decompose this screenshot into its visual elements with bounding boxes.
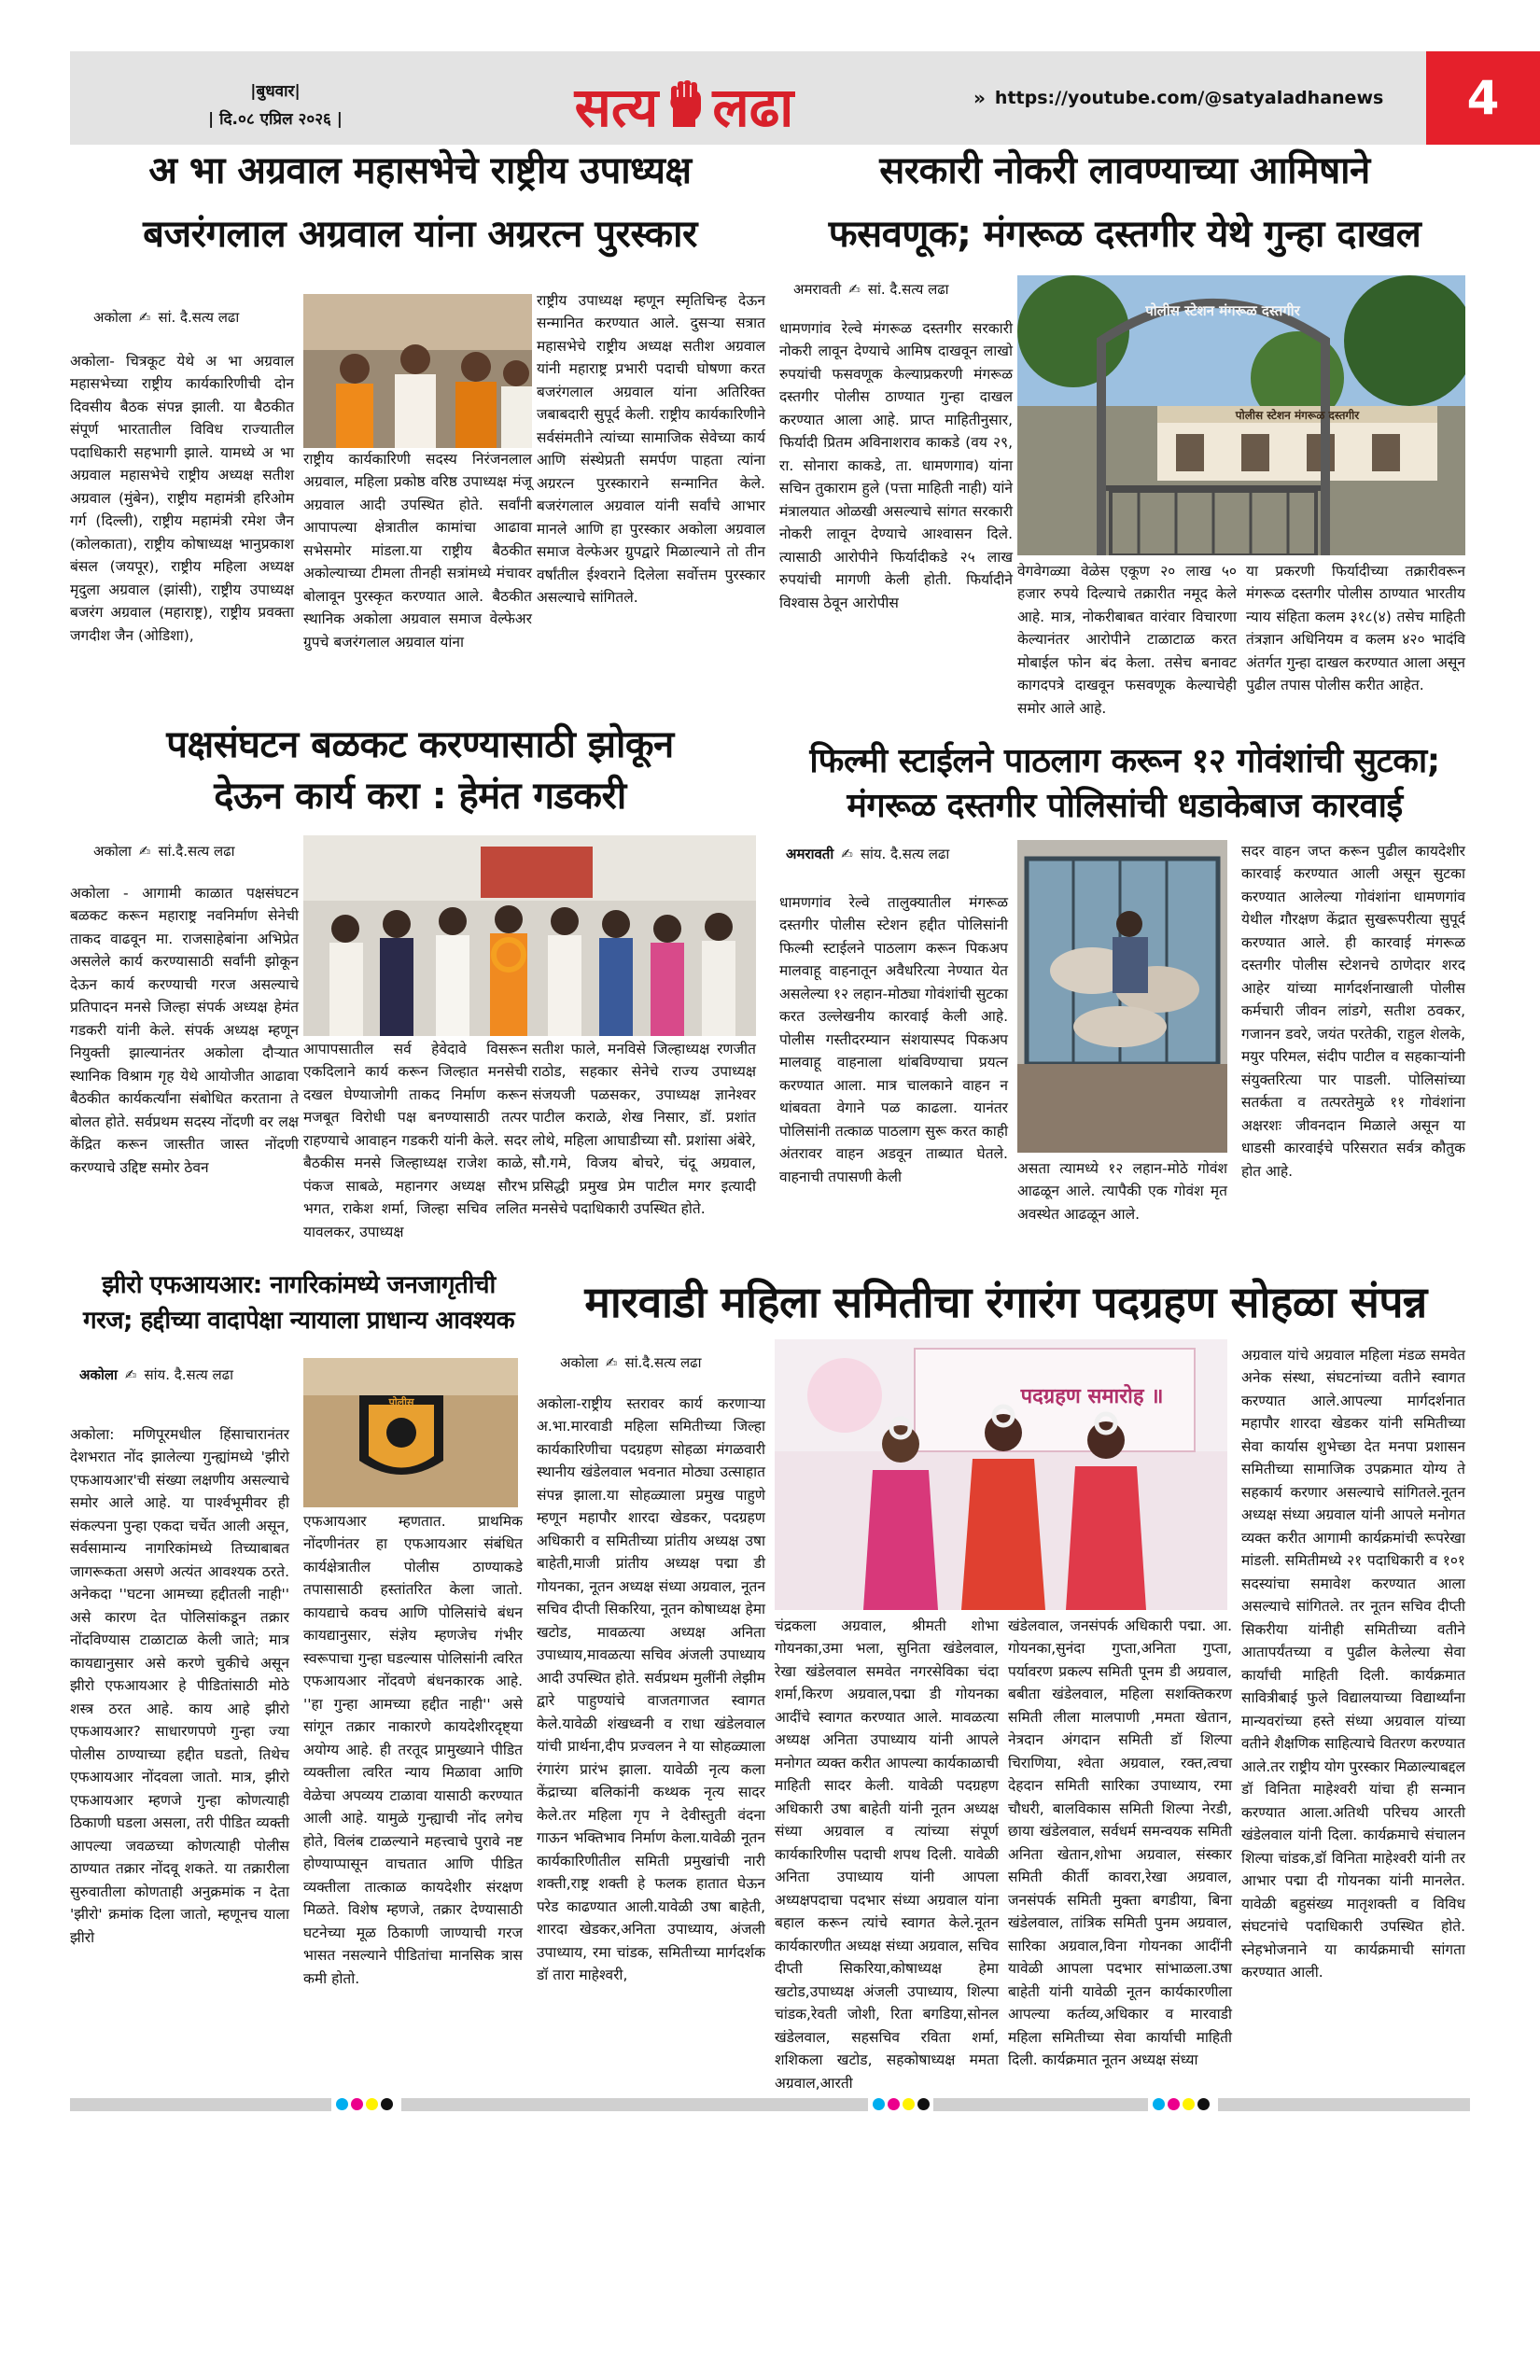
cmyk-registration-right bbox=[1153, 2098, 1210, 2110]
a4-column-3: सदर वाहन जप्त करून पुढील कायदेशीर कारवाई करण्यात आली असून सुटका करण्यात आलेल्या गोवंशांना धामणगांव येथील गौरक्षण केंद्रात सुखरूपरीत्या सुपूर्द करण्यात आले. ही कारवाई मंगरूळ दस्तगीर पोलीस स्टेशनचे ठाणेदार शरद आहेर यांच्या मार्गदर्शनाखाली पोलीस कर्मचारी जीवन लांडगे, सतीश ठवकर, गजानन डवरे, जयंत परतेकी, राहुल शेलके, मयुर परिमल, संदीप पाटील व सहकाऱ्यांनी संयुक्तरित्या पार पाडली. पोलिसांच्या सतर्कता व तत्परतेमुळे ११ गोवंशांना अक्षरशः जीवनदान मिळाले असून या धाडसी कारवाईचे परिसरात सर्वत्र कौतुक होत आहे. bbox=[1241, 843, 1465, 1180]
pen-icon: ✍ bbox=[138, 309, 151, 326]
a4-headline-line1: फिल्मी स्टाईलने पाठलाग करून १२ गोवंशांची सुटका; bbox=[809, 742, 1440, 780]
magenta-dot bbox=[1168, 2098, 1180, 2110]
date-label: | दि.०८ एप्रिल २०२६ | bbox=[207, 110, 343, 129]
a4-headline-line2: मंगरूळ दस्तगीर पोलिसांची धडाकेबाज कारवाई bbox=[847, 787, 1403, 825]
a1-byline-place: अकोला bbox=[93, 309, 132, 326]
a4-photo-cattle-rescue bbox=[1017, 840, 1227, 1153]
cyan-dot bbox=[1153, 2098, 1165, 2110]
a1-photo-meeting bbox=[303, 294, 532, 448]
a3-column-3: सतीश फाले, मनविसे जिल्हाध्यक्ष रणजीत राठोड, सहकार सेनेचे राज्य उपाध्यक्ष संजयजी पळसकर, उपाध्यक्ष ज्ञानेश्वर पाटील कराळे, शेख निसार, डॉ. प्रशांत लोथे, महिला आघाडीच्या सौ. प्रशांसा अंबेरे, सौ.गमे, विजय बोचरे, चंदू अग्रवाल, प्रसिद्धी प्रमुख प्रेम पाटील मगर इत्यादी मनसेचे पदाधिकारी उपस्थित होते. bbox=[532, 1041, 756, 1218]
a1-headline-line1: अ भा अग्रवाल महासभेचे राष्ट्रीय उपाध्यक्ष bbox=[148, 149, 692, 192]
a3-photo-illustration bbox=[303, 835, 756, 1036]
a6-photo-ceremony bbox=[775, 1339, 1227, 1610]
youtube-url: https://youtube.com/@satyaladhanews bbox=[994, 88, 1384, 108]
footer-bar-right bbox=[1218, 2098, 1470, 2111]
a1-byline bbox=[93, 308, 299, 327]
cyan-dot bbox=[873, 2098, 885, 2110]
a6-column-3: खंडेलवाल, जनसंपर्क अधिकारी पद्मा. आ. गोयनका,सुनंदा गुप्ता,अनिता गुप्ता, पर्यावरण प्रकल्प समिती पूनम डी अग्रवाल, बबीता खंडेलवाल, महिला सशक्तिकरण समिती लीला मालपाणी ,ममता खेतान, नेत्रदान अंगदान समिती डॉ शिल्पा चिराणिया, श्वेता अग्रवाल, रक्त,त्वचा देहदान समिती सारिका उपाध्याय, रमा चौधरी, बालविकास समिती शिल्पा नेरडी, छाया खंडेलवाल, सर्वधर्म समन्वयक समिती अनिता खेतान,शोभा अग्रवाल, संस्कार समिती कीर्ती कावरा,रेखा अग्रवाल, जनसंपर्क समिती मुक्ता बगडीया, बिना खंडेलवाल, तांत्रिक समिती पुनम अग्रवाल, सारिका अग्रवाल,विना गोयनका आदींनी यावेळी आपला पदभार सांभाळला.उषा बाहेती यांनी यावेळी नूतन कार्यकारणीला आपल्या कर्तव्य,अधिकार व मारवाडी महिला समितीच्या सेवा कार्याची माहिती दिली. कार्यक्रमात नूतन अध्यक्ष संध्या bbox=[1008, 1617, 1232, 2069]
a1-column-2: राष्ट्रीय कार्यकारिणी सदस्य निरंजनलाल अग्रवाल, महिला प्रकोष्ठ वरिष्ठ उपाध्यक्ष मंजू अग्रवाल आदी उपस्थित होते. सर्वांनी आपापल्या क्षेत्रातील कामांचा आढावा सभेसमोर मांडला.या राष्ट्रीय बैठकीत अकोल्याच्या टीमला तीनही सत्रांमध्ये मंचावर बोलावून पुरस्कृत करण्यात आले. बैठकीत स्थानिक अकोला अग्रवाल समाज वेल्फेअर ग्रुपचे बजरंगलाल अग्रवाल यांना bbox=[303, 451, 532, 651]
a6-byline-reporter: सां.दै.सत्य लढा bbox=[624, 1354, 702, 1371]
pen-icon: ✍ bbox=[841, 846, 853, 862]
a3-byline-reporter: सां.दै.सत्य लढा bbox=[158, 843, 235, 860]
a5-column-1: अकोला: मणिपूरमधील हिंसाचारानंतर देशभरात नोंद झालेल्या गुन्ह्यांमध्ये 'झीरो एफआयआर'ची संख्या लक्षणीय असल्याचे समोर आले आहे. या पार्श्वभूमीवर ही संकल्पना पुन्हा एकदा चर्चेत आली असून, सर्वसामान्य नागरिकांमध्ये तिच्याबाबत जागरूकता असणे अत्यंत आवश्यक ठरते. अनेकदा ''घटना आमच्या हद्दीतली नाही'' असे कारण देत पोलिसांकडून तक्रार नोंदविण्यास टाळाटाळ केली जाते; मात्र कायद्यानुसार असे करणे चुकीचे असून झीरो एफआयआर हे पीडितांसाठी मोठे शस्त्र ठरत आहे. काय आहे झीरो एफआयआर? साधारणपणे गुन्हा ज्या पोलीस ठाण्याच्या हद्दीत घडतो, तिथेच एफआयआर नोंदवला जातो. मात्र, झीरो एफआयआर म्हणजे गुन्हा कोणत्याही ठिकाणी घडला असला, तरी पीडित व्यक्ती आपल्या जवळच्या कोणत्याही पोलीस ठाण्यात तक्रार नोंदवू शकते. या तक्रारीला सुरुवातीला कोणताही अनुक्रमांक न देता 'झीरो' क्रमांक दिला जातो, म्हणूनच याला झीरो bbox=[70, 1426, 289, 1946]
a3-headline-line1: पक्षसंघटन बळकट करण्यासाठी झोकून bbox=[166, 723, 674, 766]
a6-headline: मारवाडी महिला समितीचा रंगारंग पदग्रहण सोहळा संपन्न bbox=[584, 1277, 1427, 1327]
a3-column-1: अकोला - आगामी काळात पक्षसंघटन बळकट करून महाराष्ट्र नवनिर्माण सेनेची ताकद वाढवून मा. राजसाहेबांना अभिप्रेत असलेले कार्य करण्यासाठी सर्वांनी झोकून देऊन कार्य करण्याची गरज असल्याचे प्रतिपादन मनसे जिल्हा संपर्क अध्यक्ष हेमंत गडकरी यांनी केले. संपर्क अध्यक्ष म्हणून नियुक्ती झाल्यानंतर अकोला दौऱ्यात स्थानिक विश्राम गृह येथे आयोजीत आढावा बैठकीत कार्यकर्त्यांना संबोधित करताना ते बोलत होते. सर्वप्रथम सदस्य नोंदणी वर लक्ष केंद्रित करून जास्तीत जास्त नोंदणी करण्याचे उद्दिष्ट समोर ठेवन bbox=[70, 885, 299, 1176]
a2-byline bbox=[793, 280, 999, 299]
masthead-bar bbox=[70, 51, 1500, 145]
a6-column-4: अग्रवाल यांचे अग्रवाल महिला मंडळ समवेत अनेक संस्था, संघटनांच्या वतीने स्वागत करण्यात आले.आपल्या मार्गदर्शनात महापौर शारदा खेडकर यांनी समितीच्या सेवा कार्यास शुभेच्छा देत मनपा प्रशासन समितीच्या सामाजिक उपक्रमात योग्य ते सहकार्य करणार असल्याचे सांगितले.नूतन अध्यक्ष संध्या अग्रवाल यांनी आपले मनोगत व्यक्त करीत आगामी कार्यक्रमांची रूपरेखा मांडली. समितीमध्ये २१ पदाधिकारी व १०१ सदस्यांचा समावेश करण्यात आला असल्याचे सांगितले. तर नूतन सचिव दीप्ती सिकरीया यांनीही समितीच्या वतीने आतापर्यंतच्या व पुढील केलेल्या सेवा कार्यांची माहिती दिली. कार्यक्रमात सावित्रीबाई फुले विद्यालयाच्या विद्यार्थ्यांना मान्यवरांच्या हस्ते संध्या अग्रवाल यांच्या वतीने शैक्षणिक साहित्याचे वितरण करण्यात आले.तर राष्ट्रीय योग पुरस्कार मिळाल्याबद्दल डॉ विनिता माहेश्वरी यांचा ही सन्मान करण्यात आला.अतिथी परिचय आरती खंडेलवाल यांनी दिला. कार्यक्रमाचे संचालन शिल्पा चांडक,डॉ विनिता माहेश्वरी यांनी तर आभार पद्मा दी गोयनका यांनी मानलेत. यावेळी बहुसंख्य मातृशक्ती व विविध संघटनांचे पदाधिकारी उपस्थित होते. स्नेहभोजनाने या कार्यक्रमाची सांगता करण्यात आली. bbox=[1241, 1347, 1465, 1981]
a3-photo-felicitation bbox=[303, 835, 756, 1036]
magenta-dot bbox=[888, 2098, 900, 2110]
newspaper-logo bbox=[507, 72, 861, 137]
double-chevron-icon: » bbox=[973, 87, 986, 109]
a2-column-1: धामणगांव रेल्वे मंगरूळ दस्तगीर सरकारी नोकरी लावून देण्याचे आमिष दाखवून लाखो रुपयांची फसवणूक केल्याप्रकरणी मंगरूळ दस्तगीर पोलीस ठाण्यात गुन्हा दाखल करण्यात आला आहे. प्राप्त माहितीनुसार, फिर्यादी प्रितम अविनाशराव काकडे (वय २९, रा. सोनारा काकडे, ता. धामणगाव) यांना सचिन तुकाराम हुले (पत्ता माहिती नाही) यांने मंत्रालयात ओळखी असल्याचे सांगत सरकारी नोकरी लावून देण्याचे आश्वासन दिले. त्यासाठी आरोपीने फिर्यादीकडे २५ लाख रुपयांची मागणी केली होती. फिर्यादीने विश्वास ठेवून आरोपीस bbox=[779, 320, 1013, 611]
a4-column-2: असता त्यामध्ये १२ लहान-मोठे गोवंश आढळून आले. त्यापैकी एक गोवंश मृत अवस्थेत आढळून आले. bbox=[1017, 1160, 1227, 1223]
cyan-dot bbox=[336, 2098, 348, 2110]
footer-bar-mid-left bbox=[401, 2098, 868, 2111]
pen-icon: ✍ bbox=[848, 281, 861, 298]
logo-word-right: लढा bbox=[712, 75, 794, 139]
a5-photo-illustration bbox=[303, 1358, 518, 1507]
pen-icon: ✍ bbox=[605, 1354, 618, 1371]
a6-photo-illustration bbox=[775, 1339, 1227, 1610]
station-board-sign: पोलीस स्टेशन मंगरूळ दस्तगीर bbox=[1235, 409, 1360, 422]
a2-byline-reporter: सां. दै.सत्य लढा bbox=[867, 281, 949, 298]
black-dot bbox=[381, 2098, 393, 2110]
a4-byline-place: अमरावती bbox=[786, 846, 834, 862]
raised-fist-icon bbox=[664, 80, 707, 129]
yellow-dot bbox=[366, 2098, 378, 2110]
a2-headline-line2: फसवणूक; मंगरूळ दस्तगीर येथे गुन्हा दाखल bbox=[828, 213, 1421, 256]
a4-byline-reporter: सांय. दै.सत्य लढा bbox=[860, 846, 950, 862]
a3-headline-line2: देऊन कार्य करा : हेमंत गडकरी bbox=[214, 775, 626, 818]
a4-photo-illustration bbox=[1017, 840, 1227, 1153]
a5-byline-place: अकोला bbox=[79, 1366, 118, 1383]
a1-photo-illustration bbox=[303, 294, 532, 448]
footer-bar-mid-right bbox=[933, 2098, 1148, 2111]
a1-byline-reporter: सां. दै.सत्य लढा bbox=[158, 309, 240, 326]
a6-column-1: अकोला-राष्ट्रीय स्तरावर कार्य करणाऱ्या अ.भा.मारवाडी महिला समितीच्या जिल्हा कार्यकारिणीचा पदग्रहण सोहळा मंगळवारी स्थानीय खंडेलवाल भवनात मोठ्या उत्साहात संपन्न झाला.या सोहळ्याला प्रमुख पाहुणे म्हणून महापौर शारदा खेडकर, पदग्रहण अधिकारी व समितीच्या प्रांतीय अध्यक्ष उषा बाहेती,माजी प्रांतीय अध्यक्ष पद्मा डी गोयनका, नूतन अध्यक्ष संध्या अग्रवाल, नूतन सचिव दीप्ती सिकरिया, नूतन कोषाध्यक्ष हेमा खटोड, मावळत्या अध्यक्ष अनिता उपाध्याय,मावळत्या सचिव अंजली उपाध्याय आदी उपस्थित होते. सर्वप्रथम मुलींनी लेझीम द्वारे पाहुण्यांचे वाजतगाजत स्वागत केले.यावेळी शंखध्वनी व राधा खंडेलवाल यांची प्रार्थना,दीप प्रज्वलन ने या सोहळ्याला रंगारंग प्रारंभ झाला. यावेळी नृत्य कला केंद्राच्या बलिकांनी कथ्थक नृत्य सादर केले.तर महिला गृप ने देवीस्तुती वंदना गाऊन भक्तिभाव निर्माण केला.यावेळी नूतन कार्यकारिणीतील समिती प्रमुखांची नारी शक्ती,राष्ट्र शक्ती हे फलक हातात घेऊन परेड काढण्यात आली.यावेळी उषा बाहेती, शारदा खेडकर,अनिता उपाध्याय, अंजली उपाध्याय, रमा चांडक, समितीच्या मार्गदर्शक डॉ तारा माहेश्वरी, bbox=[537, 1395, 765, 1984]
a2-headline-line1: सरकारी नोकरी लावण्याच्या आमिषाने bbox=[879, 149, 1370, 192]
yellow-dot bbox=[1183, 2098, 1195, 2110]
a1-column-3: राष्ट्रीय उपाध्यक्ष म्हणून स्मृतिचिन्ह देऊन सन्मानित करण्यात आले. दुसऱ्या सत्रात महासभेचे राष्ट्रीय अध्यक्ष सतीश अग्रवाल यांनी महाराष्ट्र प्रभारी पदाची घोषणा करत बजरंगलाल अग्रवाल यांना अतिरिक्त जबाबदारी सुपूर्द केली. राष्ट्रीय कार्यकारिणीने सर्वसंमतीने त्यांच्या सामाजिक सेवेच्या कार्य आणि संस्थेप्रती समर्पण पाहता त्यांना अग्ररत्न पुरस्काराने सन्मानित केले. बजरंगलाल अग्रवाल यांनी सर्वांचे आभार मानले आणि हा पुरस्कार अकोला अग्रवाल समाज वेल्फेअर ग्रुपद्वारे मिळाल्याने तो तीन वर्षांतील ईश्वराने दिलेला सर्वोत्तम पुरस्कार असल्याचे सांगितले. bbox=[537, 292, 765, 607]
a2-column-3: या प्रकरणी फिर्यादीच्या तक्रारीवरून मंगरूळ दस्तगीर पोलीस ठाण्यात भारतीय न्याय संहिता कलम ३१८(४) तसेच माहिती तंत्रज्ञान अधिनियम व कलम ४२० भादंवि अंतर्गत गुन्हा दाखल करण्यात आला असून पुढील तपास पोलीस करीत आहेत. bbox=[1246, 563, 1465, 694]
weekday-label: |बुधवार| bbox=[250, 82, 301, 101]
a6-byline-place: अकोला bbox=[560, 1354, 598, 1371]
a5-column-2: एफआयआर म्हणतात. प्राथमिक नोंदणीनंतर हा एफआयआर संबंधित कार्यक्षेत्रातील पोलीस ठाण्याकडे तपासासाठी हस्तांतरित केला जातो. कायद्याचे कवच आणि पोलिसांचे बंधन कायद्यानुसार, संज्ञेय म्हणजेच गंभीर स्वरूपाचा गुन्हा घडल्यास पोलिसांनी त्वरित एफआयआर नोंदवणे बंधनकारक आहे. ''हा गुन्हा आमच्या हद्दीत नाही'' असे सांगून तक्रार नाकारणे कायदेशीरदृष्ट्या अयोग्य आहे. ही तरतूद प्रामुख्याने पीडित व्यक्तीला त्वरित न्याय मिळावा आणि वेळेचा अपव्यय टाळावा यासाठी करण्यात आली आहे. यामुळे गुन्ह्याची नोंद लगेच होते, विलंब टाळल्याने महत्त्वाचे पुरावे नष्ट होण्याप्पासून वाचतात आणि पीडित व्यक्तीला तात्काळ कायदेशीर संरक्षण मिळते. विशेष म्हणजे, तक्रार देण्यासाठी घटनेच्या मूळ ठिकाणी जाण्याची गरज भासत नसल्याने पीडितांचा मानसिक त्रास कमी होतो. bbox=[303, 1513, 523, 1987]
cmyk-registration-mid bbox=[873, 2098, 930, 2110]
footer-bar-left bbox=[70, 2098, 331, 2111]
a4-byline bbox=[786, 845, 1010, 863]
a5-headline-line2: गरज; हद्दीच्या वादापेक्षा न्यायाला प्राधान्य आवश्यक bbox=[82, 1307, 515, 1335]
yellow-dot bbox=[903, 2098, 915, 2110]
youtube-link[interactable] bbox=[973, 84, 1412, 112]
a1-headline-line2: बजरंगलाल अग्रवाल यांना अग्ररत्न पुरस्कार bbox=[143, 213, 697, 256]
a1-column-1: अकोला- चित्रकूट येथे अ भा अग्रवाल महासभेच्या राष्ट्रीय कार्यकारिणीची दोन दिवसीय बैठक संपन्न झाली. या बैठकीत संपूर्ण भारतातील विविध राज्यातील पदाधिकारी सहभागी झाले. यामध्ये अ भा अग्रवाल महासभेचे राष्ट्रीय अध्यक्ष सतीश अग्रवाल (मुंबेन), राष्ट्रीय महामंत्री हरिओम गर्ग (दिल्ली), राष्ट्रीय महामंत्री रमेश जैन (कोलकाता), राष्ट्रीय कोषाध्यक्ष भानुप्रकाश बंसल (जयपूर), राष्ट्रीय महिला अध्यक्ष मृदुला अग्रवाल (झांसी), राष्ट्रीय उपाध्यक्ष बजरंग अग्रवाल (महाराष्ट्र), राष्ट्रीय प्रवक्ता जगदीश जैन (ओडिशा), bbox=[70, 353, 294, 644]
a6-byline bbox=[560, 1353, 784, 1372]
station-arch-sign: पोलीस स्टेशन मंगरूळ दस्तगीर bbox=[1145, 302, 1300, 319]
a5-headline-line1: झीरो एफआयआर: नागरिकांमध्ये जनजागृतीची bbox=[102, 1271, 496, 1299]
a3-column-2: आपापसातील सर्व हेवेदावे विसरून एकदिलाने कार्य करून जिल्हात मनसेची दखल घेण्याजोगी ताकद निर्माण करून मजबूत विरोधी पक्ष बनण्यासाठी तत्पर राहण्याचे आवाहन गडकरी यांनी केले. सदर बैठकीस मनसे जिल्हाध्यक्ष राजेश काळे, पंकज साबळे, महानगर अध्यक्ष सौरभ भगत, राकेश शर्मा, जिल्हा सचिव ललित यावलकर, उपाध्यक्ष bbox=[303, 1041, 527, 1240]
ceremony-banner-text: पदग्रहण समारोह ॥ bbox=[1020, 1385, 1164, 1408]
logo-word-left: सत्य bbox=[574, 75, 659, 139]
pen-icon: ✍ bbox=[138, 843, 151, 860]
black-dot bbox=[1197, 2098, 1210, 2110]
magenta-dot bbox=[351, 2098, 363, 2110]
page-number: 4 bbox=[1426, 51, 1540, 145]
a4-column-1: धामणगांव रेल्वे तालुक्यातील मंगरूळ दस्तगीर पोलीस स्टेशन हद्दीत पोलिसांनी फिल्मी स्टाईलने पाठलाग करून पिकअप मालवाहू वाहनातून अवैधरित्या नेण्यात येत असलेल्या १२ लहान-मोठ्या गोवंशांची सुटका करत उल्लेखनीय कारवाई केली आहे. पोलीस गस्तीदरम्यान संशयास्पद पिकअप मालवाहू वाहनाला थांबविण्याचा प्रयत्न करण्यात आला. मात्र चालकाने वाहन न थांबवता वेगाने पळ काढला. यानंतर पोलिसांनी तत्काळ पाठलाग सुरू करत काही अंतरावर वाहन अडवून ताब्यात घेतले. वाहनाची तपासणी केली bbox=[779, 894, 1008, 1185]
black-dot bbox=[917, 2098, 930, 2110]
a2-column-2: वेगवेगळ्या वेळेस एकूण २० लाख ५० हजार रुपये दिल्याचे तक्रारीत नमूद केले आहे. मात्र, नोकरीबाबत वारंवार विचारणा केल्यानंतर आरोपीने टाळाटाळ करत मोबाईल फोन बंद केला. तसेच बनावट कागदपत्रे दाखवून फसवणूक केल्याचेही समोर आले आहे. bbox=[1017, 563, 1237, 717]
pen-icon: ✍ bbox=[124, 1366, 137, 1383]
a5-byline-reporter: सांय. दै.सत्य लढा bbox=[144, 1366, 233, 1383]
a6-column-2: चंद्रकला अग्रवाल, श्रीमती शोभा गोयनका,उमा भला, सुनिता खंडेलवाल, रेखा खंडेलवाल समवेत नगरसेविका चंदा शर्मा,किरण अग्रवाल,पद्मा डी गोयनका आदींचे स्वागत करण्यात आले. मावळत्या अध्यक्ष अनिता उपाध्याय यांनी आपले मनोगत व्यक्त करीत आपल्या कार्यकाळाची माहिती सादर केली. यावेळी पदग्रहण अधिकारी उषा बाहेती यांनी नूतन अध्यक्ष संध्या अग्रवाल व त्यांच्या संपूर्ण कार्यकारिणीस पदाची शपथ दिली. यावेळी अनिता उपाध्याय यांनी आपला अध्यक्षपदाचा पदभार संध्या अग्रवाल यांना बहाल करून त्यांचे स्वागत केले.नूतन कार्यकारणीत अध्यक्ष संध्या अग्रवाल, सचिव दीप्ती सिकरिया,कोषाध्यक्ष हेमा खटोड,उपाध्यक्ष अंजली उपाध्याय, शिल्पा चांडक,रेवती जोशी, रिता बगडिया,सोनल खंडेलवाल, सहसचिव रविता शर्मा, शशिकला खटोड, सहकोषाध्यक्ष ममता अग्रवाल,आरती bbox=[775, 1617, 999, 2092]
police-badge-label: पोलीस bbox=[388, 1396, 414, 1408]
a2-byline-place: अमरावती bbox=[793, 281, 842, 298]
a2-photo-police-station bbox=[1017, 275, 1465, 555]
a3-byline-place: अकोला bbox=[93, 843, 132, 860]
cmyk-registration-left bbox=[336, 2098, 393, 2110]
a5-photo-police-badge bbox=[303, 1358, 518, 1507]
a3-byline bbox=[93, 842, 299, 861]
a5-byline bbox=[79, 1365, 303, 1384]
